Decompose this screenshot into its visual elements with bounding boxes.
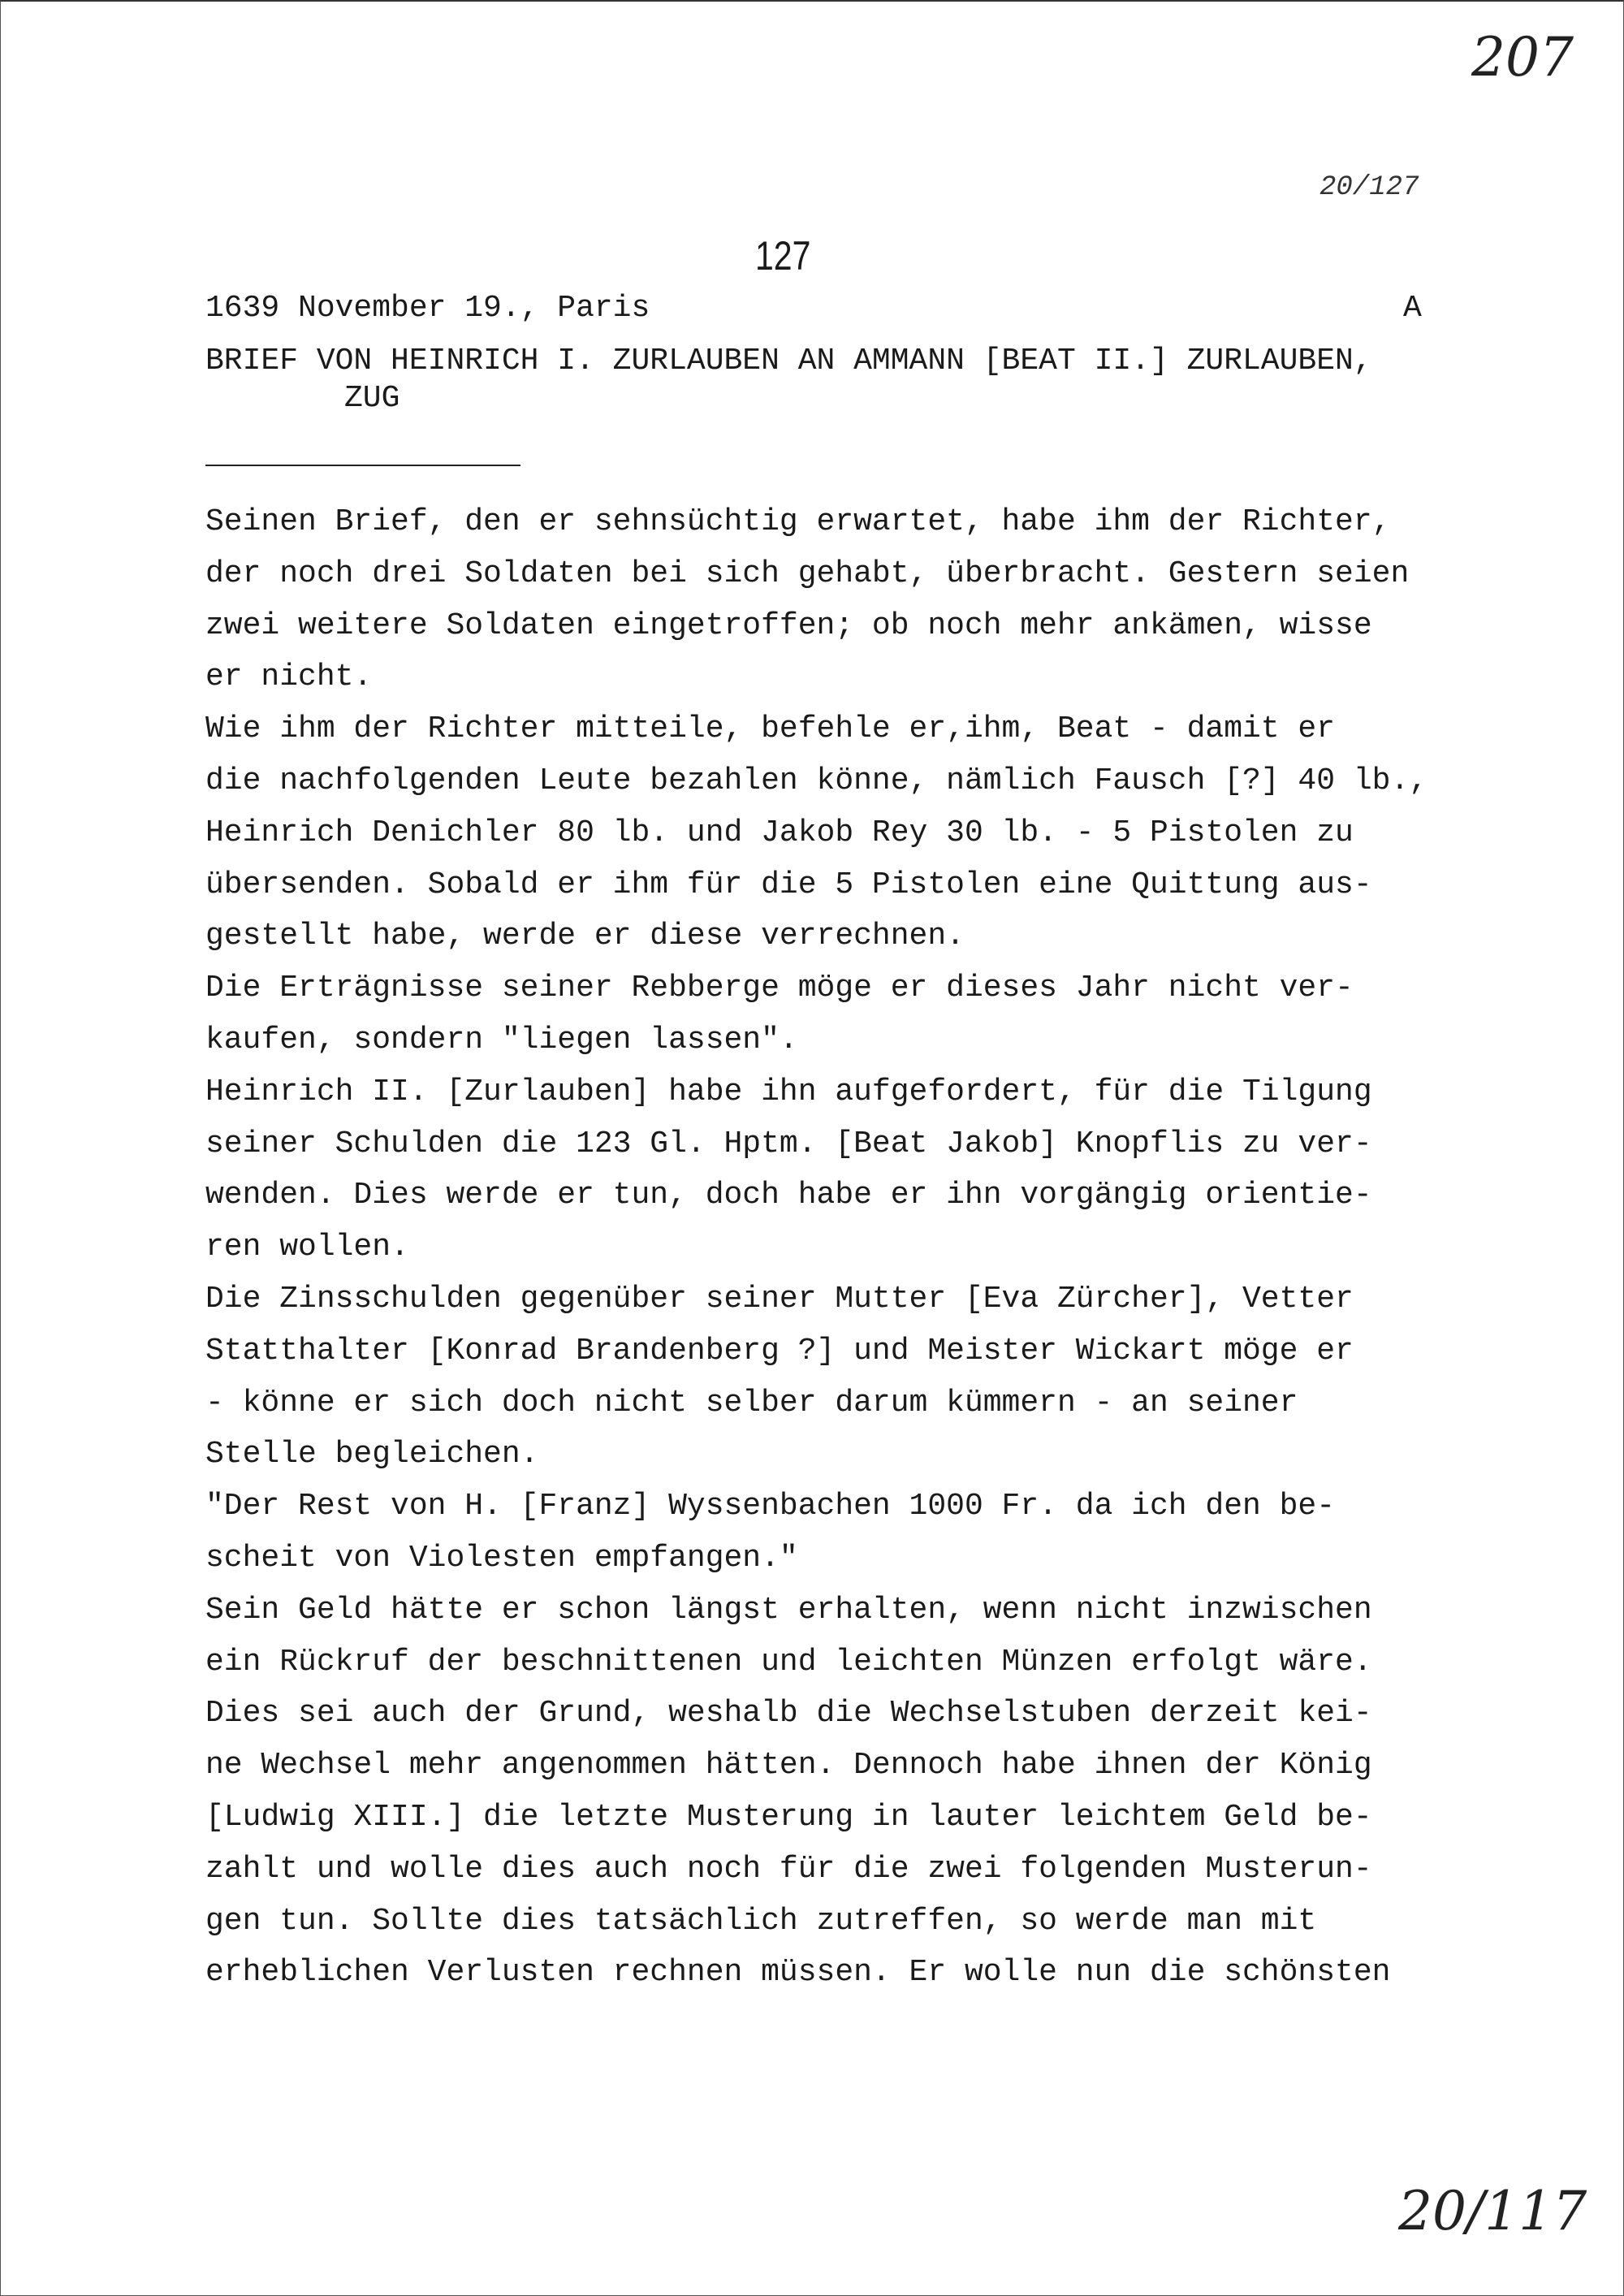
- reference-number: 20/127: [1320, 172, 1419, 203]
- body-line: Seinen Brief, den er sehnsüchtig erwartet, habe ihm der Richter,: [205, 504, 1391, 539]
- body-line: wenden. Dies werde er tun, doch habe er ihn vorgängig orientie-: [205, 1178, 1372, 1213]
- heading-divider: [205, 465, 520, 466]
- body-line: Die Erträgnisse seiner Rebberge möge er dieses Jahr nicht ver-: [205, 971, 1354, 1006]
- heading-line-1: BRIEF VON HEINRICH I. ZURLAUBEN AN AMMANN [BEAT II.] ZURLAUBEN,: [205, 344, 1372, 378]
- body-line: zwei weitere Soldaten eingetroffen; ob noch mehr ankämen, wisse: [205, 608, 1372, 643]
- body-line: [Ludwig XIII.] die letzte Musterung in lauter leichtem Geld be-: [205, 1799, 1372, 1835]
- body-line: Heinrich Denichler 80 lb. und Jakob Rey 30 lb. - 5 Pistolen zu: [205, 815, 1354, 850]
- body-line: Dies sei auch der Grund, weshalb die Wechselstuben derzeit kei-: [205, 1696, 1372, 1732]
- body-line: gen tun. Sollte dies tatsächlich zutreffen, so werde man mit: [205, 1903, 1317, 1939]
- body-line: übersenden. Sobald er ihm für die 5 Pistolen eine Quittung aus-: [205, 867, 1372, 902]
- date-place: 1639 November 19., Paris: [205, 291, 650, 326]
- document-heading: [205, 343, 1472, 417]
- body-line: ren wollen.: [205, 1230, 409, 1265]
- body-line: ne Wechsel mehr angenommen hätten. Dennoch habe ihnen der König: [205, 1748, 1372, 1784]
- document-number: 127: [755, 233, 811, 279]
- body-line: erheblichen Verlusten rechnen müssen. Er wolle nun die schönsten: [205, 1955, 1391, 1991]
- body-line: scheit von Violesten empfangen.": [205, 1540, 798, 1576]
- body-line: der noch drei Soldaten bei sich gehabt, überbracht. Gestern seien: [205, 556, 1410, 591]
- body-line: Stelle begleichen.: [205, 1437, 539, 1472]
- body-line: gestellt habe, werde er diese verrechnen.: [205, 919, 965, 954]
- heading-line-2: ZUG: [344, 381, 400, 416]
- body-line: Die Zinsschulden gegenüber seiner Mutter [Eva Zürcher], Vetter: [205, 1281, 1354, 1317]
- body-line: seiner Schulden die 123 Gl. Hptm. [Beat Jakob] Knopflis zu ver-: [205, 1126, 1372, 1161]
- body-line: die nachfolgenden Leute bezahlen könne, nämlich Fausch [?] 40 lb.,: [205, 763, 1428, 798]
- classification-letter: A: [1403, 291, 1422, 326]
- body-line: Statthalter [Konrad Brandenberg ?] und Meister Wickart möge er: [205, 1333, 1354, 1369]
- body-text: [205, 496, 1553, 1999]
- handwritten-page-number: 207: [1471, 26, 1574, 89]
- body-line: Wie ihm der Richter mitteile, befehle er,ihm, Beat - damit er: [205, 711, 1336, 747]
- body-line: zahlt und wolle dies auch noch für die zwei folgenden Musterun-: [205, 1851, 1372, 1887]
- body-line: er nicht.: [205, 659, 373, 695]
- body-line: Heinrich II. [Zurlauben] habe ihn aufgefordert, für die Tilgung: [205, 1074, 1372, 1109]
- body-line: kaufen, sondern "liegen lassen".: [205, 1022, 798, 1057]
- body-line: "Der Rest von H. [Franz] Wyssenbachen 1000 Fr. da ich den be-: [205, 1489, 1336, 1524]
- body-line: ein Rückruf der beschnittenen und leichten Münzen erfolgt wäre.: [205, 1644, 1372, 1680]
- body-line: Sein Geld hätte er schon längst erhalten, wenn nicht inzwischen: [205, 1592, 1372, 1628]
- body-line: - könne er sich doch nicht selber darum kümmern - an seiner: [205, 1385, 1298, 1420]
- handwritten-archive-number: 20/117: [1398, 2180, 1587, 2242]
